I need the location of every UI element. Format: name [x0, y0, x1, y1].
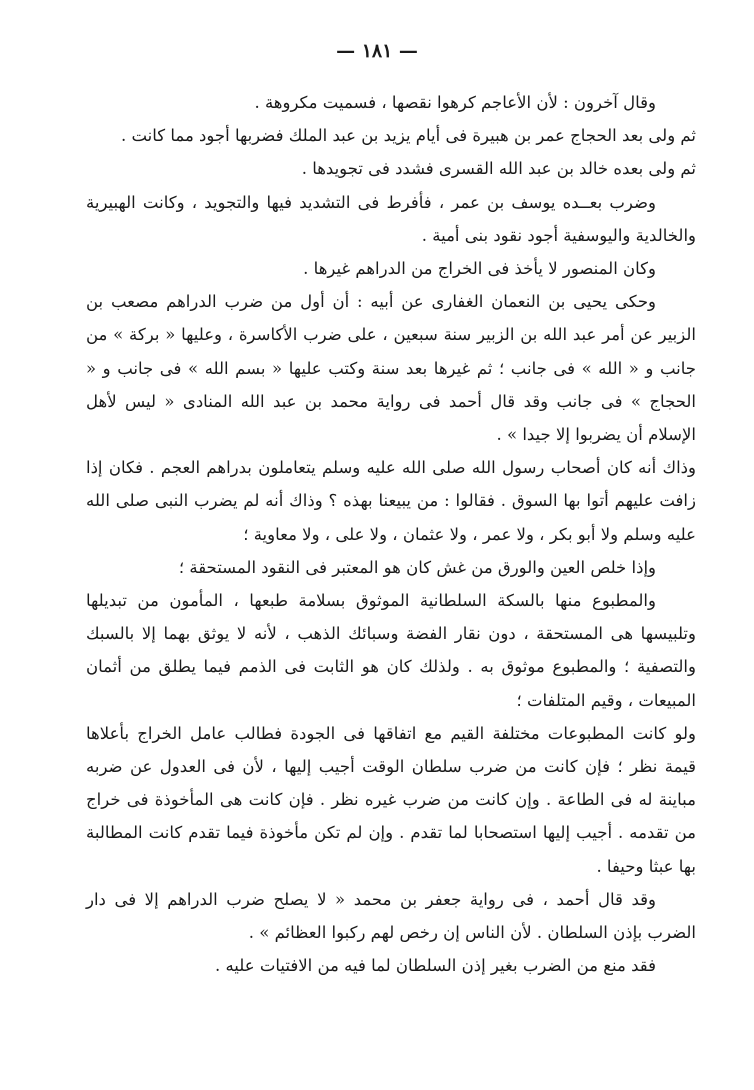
paragraph-3: ثم ولى بعده خالد بن عبد الله القسرى فشدد فى تجويدها .: [301, 159, 696, 179]
paragraph-7: وذاك أنه كان أصحاب رسول الله صلى الله عليه وسلم يتعاملون بدراهم العجم . فكان إذا زافت عليهم أتوا بها السوق . فقالوا : من يبيعنا بهذه ؟ وذاك أنه لم يضرب النبى صلى الله عليه وسلم ولا أبو بكر ، ولا عمر ، ولا عثمان ، ولا على ، ولا معاوية ؛: [86, 458, 696, 544]
paragraph-1: وقال آخرون : لأن الأعاجم كرهوا نقصها ، فسميت مكروهة .: [254, 93, 656, 112]
paragraph-10: ولو كانت المطبوعات مختلفة القيم مع اتفاقها فى الجودة فطالب عامل الخراج بأعلاها قيمة نظر ؛ فإن كانت من ضرب سلطان الوقت أجيب إليها ، لأن فى العدول عن ضربه مباينة له فى الطاعة . وإن كانت من ضرب غيره نظر . فإن كانت هى المأخوذة فى خراج من تقدمه . أجيب إليها استصحابا لما تقدم . وإن لم تكن مأخوذة فيما تقدم كانت المطالبة بها عبثا وحيفا .: [86, 723, 696, 876]
paragraph-5: وكان المنصور لا يأخذ فى الخراج من الدراهم غيرها .: [303, 259, 656, 279]
paragraph-12: فقد منع من الضرب بغير إذن السلطان لما فيه من الافتيات عليه .: [214, 956, 656, 976]
paragraph-2: ثم ولى بعد الحجاج عمر بن هبيرة فى أيام يزيد بن عبد الملك فضربها أجود مما كانت .: [120, 126, 696, 146]
paragraph-11: وقد قال أحمد ، فى رواية جعفر بن محمد « لا يصلح ضرب الدراهم إلا فى دار الضرب بإذن السلطان . لأن الناس إن رخص لهم ركبوا العظائم » .: [86, 889, 696, 943]
paragraph-9: والمطبوع منها بالسكة السلطانية الموثوق بسلامة طبعها ، المأمون من تبديلها وتلبيسها هى المستحقة ، دون نقار الفضة وسبائك الذهب ، لأنه لا يوثق بهما إلا بالسبك والتصفية ؛ والمطبوع موثوق به . ولذلك كان هو الثابت فى الذمم فيما يطلق من أثمان المبيعات ، وقيم المتلفات ؛: [86, 591, 696, 710]
paragraph-4: وضرب بعــده يوسف بن عمر ، فأفرط فى التشديد فيها والتجويد ، وكانت الهبيرية والخالدية واليوسفية أجود نقود بنى أمية .: [86, 192, 696, 245]
body-text: [86, 86, 696, 982]
page-number: — ١٨١ —: [336, 40, 418, 62]
paragraph-6: وحكى يحيى بن النعمان الغفارى عن أبيه : أن أول من ضرب الدراهم مصعب بن الزبير عن أمر عبد الله بن الزبير سنة سبعين ، على ضرب الأكاسرة ، وعليها « بركة » من جانب و « الله » فى جانب ؛ ثم غيرها بعد سنة وكتب عليها « بسم الله » فى جانب و « الحجاج » فى جانب وقد قال أحمد فى رواية محمد بن عبد الله المنادى « ليس لأهل الإسلام أن يضربوا إلا جيدا » .: [86, 292, 696, 445]
paragraph-8: وإذا خلص العين والورق من غش كان هو المعتبر فى النقود المستحقة ؛: [178, 557, 656, 577]
